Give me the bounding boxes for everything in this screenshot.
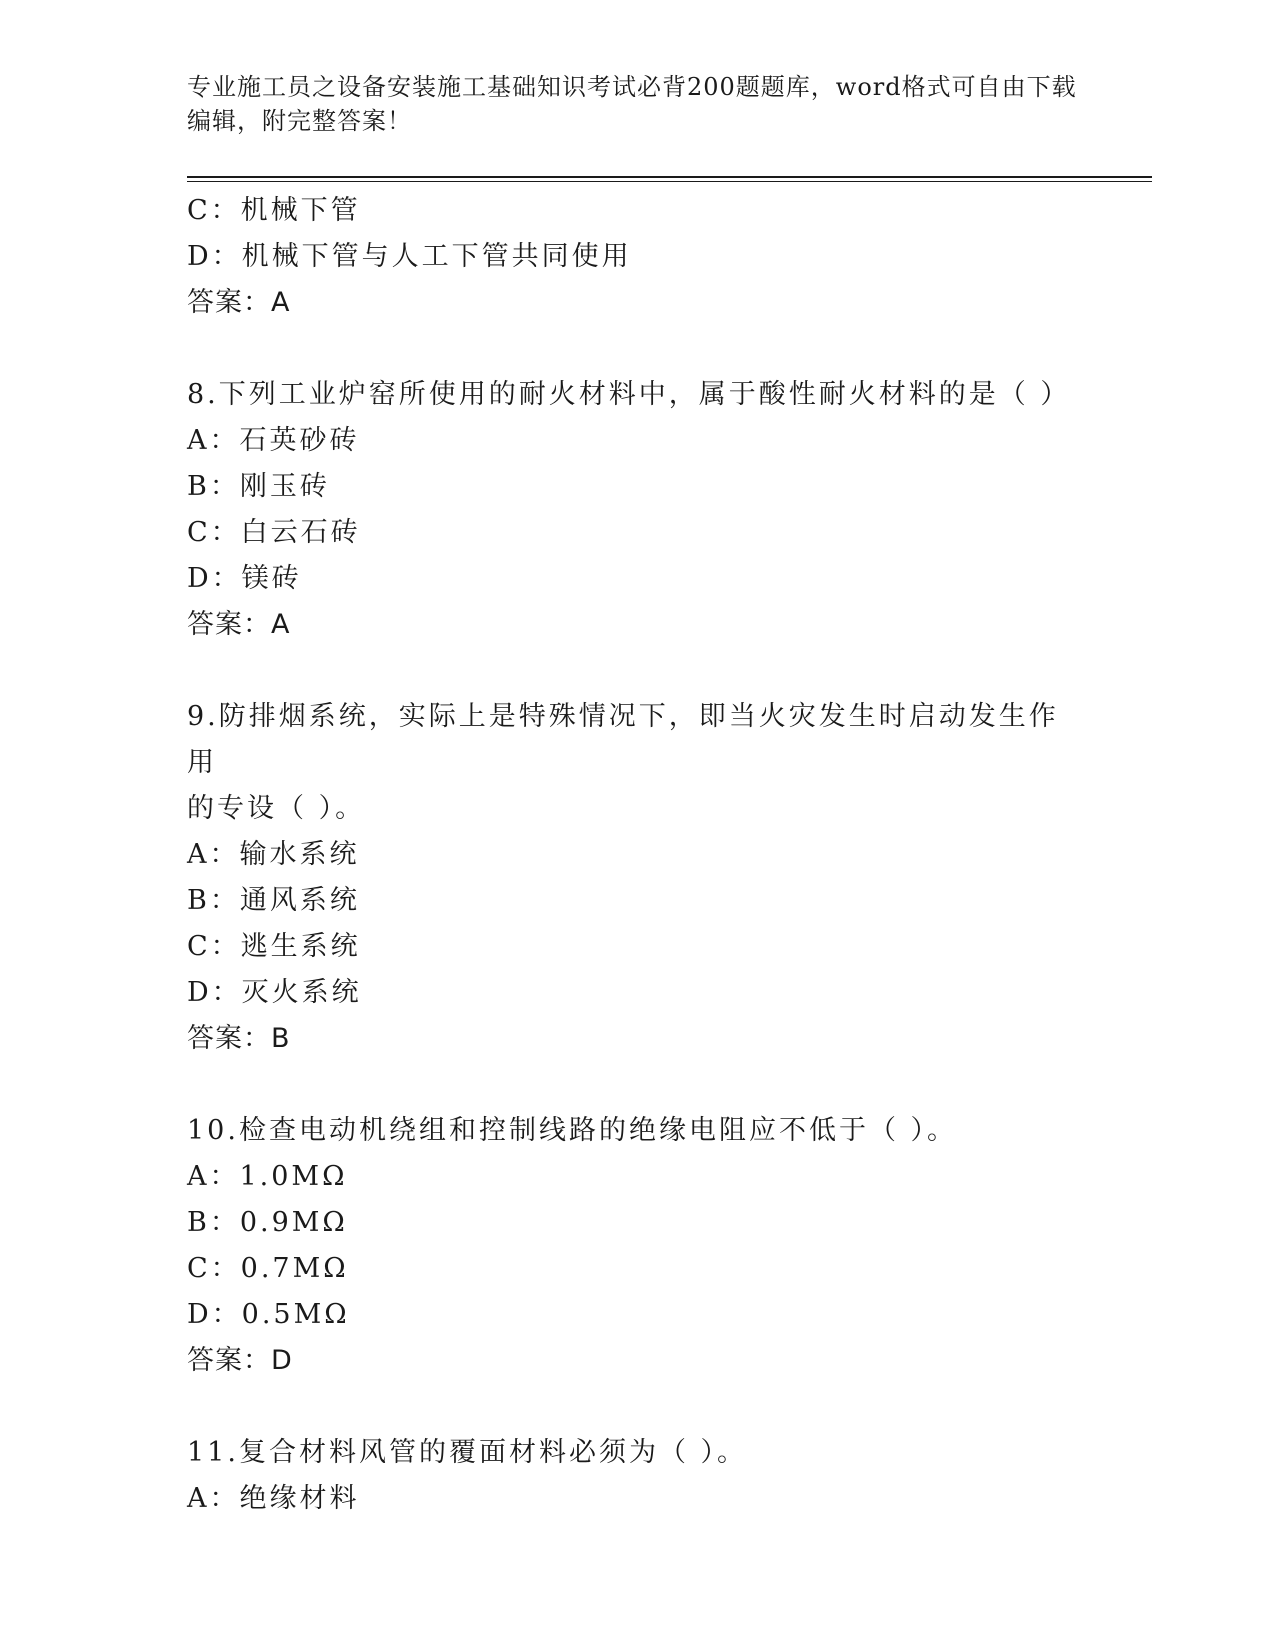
option-b: B：刚玉砖 [187, 471, 330, 502]
option-d: D：机械下管与人工下管共同使用 [187, 241, 632, 272]
spacer [187, 648, 1087, 694]
question-9 [187, 694, 1087, 1062]
question-stem-line-1: 9.防排烟系统，实际上是特殊情况下，即当火灾发生时启动发生作用 [187, 701, 1059, 778]
answer-line: 答案：D [187, 1345, 293, 1376]
question-7-tail [187, 188, 1087, 326]
answer-line: 答案：B [187, 1023, 291, 1054]
spacer [187, 326, 1087, 372]
option-c: C：白云石砖 [187, 517, 361, 548]
header-divider-thin [187, 181, 1152, 182]
option-d: D：0.5MΩ [187, 1299, 350, 1330]
spacer [187, 1384, 1087, 1430]
answer-line: 答案：A [187, 287, 291, 318]
option-d: D：灭火系统 [187, 977, 362, 1008]
answer-line: 答案：A [187, 609, 291, 640]
header-line-2: 编辑，附完整答案！ [187, 107, 412, 135]
question-10 [187, 1108, 1087, 1384]
question-stem: 11.复合材料风管的覆面材料必须为（ ）。 [187, 1437, 748, 1468]
question-stem-line-2: 的专设（ ）。 [187, 793, 366, 824]
option-b: B：0.9MΩ [187, 1207, 348, 1238]
option-a: A：1.0MΩ [187, 1161, 348, 1192]
question-stem: 10.检查电动机绕组和控制线路的绝缘电阻应不低于（ ）。 [187, 1115, 958, 1146]
option-d: D：镁砖 [187, 563, 302, 594]
option-c: C：0.7MΩ [187, 1253, 349, 1284]
question-11 [187, 1430, 1087, 1522]
option-a: A：绝缘材料 [187, 1483, 360, 1514]
option-c: C：逃生系统 [187, 931, 361, 962]
option-b: B：通风系统 [187, 885, 360, 916]
option-c: C：机械下管 [187, 195, 361, 226]
question-list [187, 188, 1087, 1522]
header-line-1: 专业施工员之设备安装施工基础知识考试必背200题题库，word格式可自由下载 [187, 73, 1077, 101]
document-header [187, 70, 1087, 138]
header-divider-thick [187, 176, 1152, 178]
spacer [187, 1062, 1087, 1108]
question-stem: 8.下列工业炉窑所使用的耐火材料中，属于酸性耐火材料的是（ ） [187, 379, 1071, 410]
question-8 [187, 372, 1087, 648]
option-a: A：石英砂砖 [187, 425, 360, 456]
option-a: A：输水系统 [187, 839, 360, 870]
